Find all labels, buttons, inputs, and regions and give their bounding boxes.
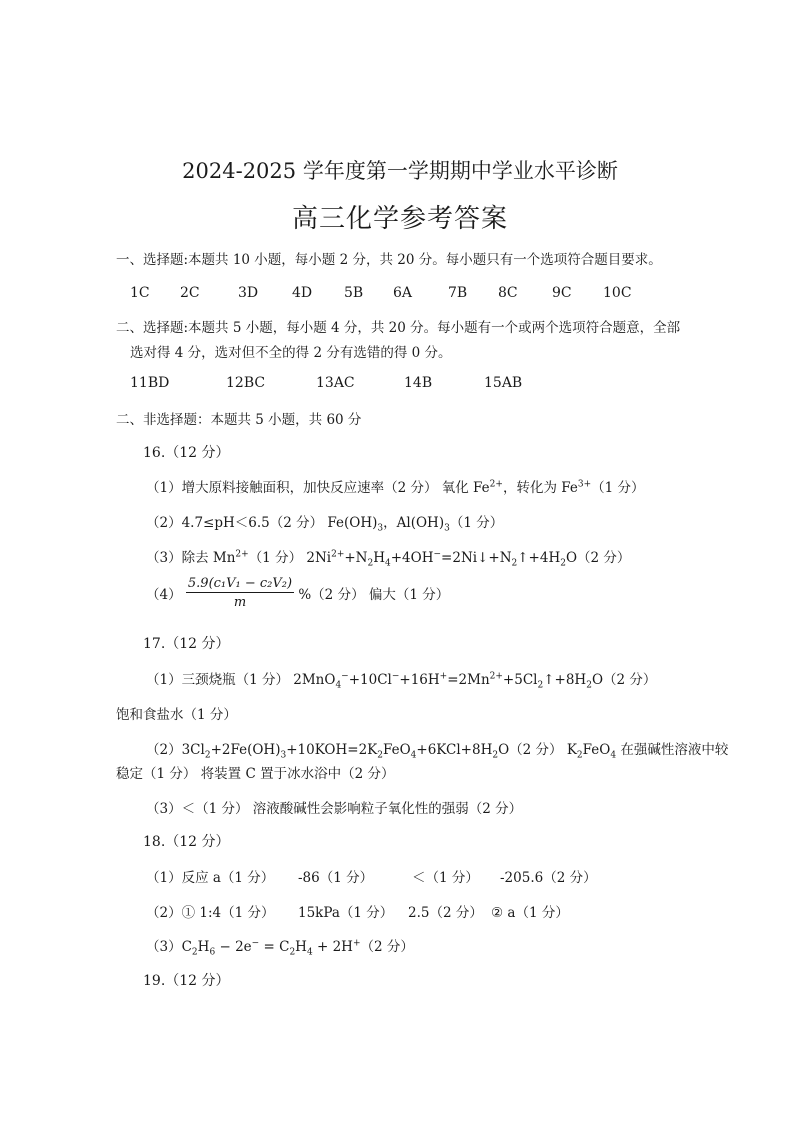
document-subtitle: 高三化学参考答案 bbox=[291, 204, 508, 234]
q17-part1-cont: 饱和食盐水（1 分） bbox=[116, 707, 237, 723]
mcq-answer: 4D bbox=[292, 285, 313, 301]
mcq-answer: 8C bbox=[498, 285, 518, 301]
q18-part1-d: -205.6（2 分） bbox=[500, 870, 597, 886]
q18-part2-c: 2.5（2 分） bbox=[408, 905, 483, 921]
section1-heading: 一、选择题:本题共 10 小题，每小题 2 分，共 20 分。每小题只有一个选项符合题目要求。 bbox=[116, 252, 662, 268]
mcq-answer: 1C bbox=[130, 285, 150, 301]
mcq-answer: 3D bbox=[238, 285, 259, 301]
q17-part2: $(2)3Cl_2+2Fe(OH)_3+10KOH=2K_2FeO_4+6KCl+8H_2O(2$ 分） $K_2FeO_4$ 在强碱性溶液中较 bbox=[146, 742, 729, 761]
mcq-answer: 2C bbox=[180, 285, 200, 301]
q16-part2: （2）4.7≤pH＜6.5（2 分） $Fe(OH)_3$，$Al(OH)_3(1$ 分） bbox=[146, 515, 504, 534]
section3-heading: 二、非选择题：本题共 5 小题，共 60 分 bbox=[116, 412, 362, 428]
question-label: 16.（12 分） bbox=[143, 445, 230, 461]
mcq-answer: 13AC bbox=[316, 375, 355, 391]
mcq-answer: 11BD bbox=[130, 375, 170, 391]
mcq-answer: 7B bbox=[448, 285, 468, 301]
section2-heading: 二、选择题:本题共 5 小题，每小题 4 分，共 20 分。每小题有一个或两个选项符合题意，全部 bbox=[116, 320, 681, 336]
q18-part1-c: ＜（1 分） bbox=[412, 870, 479, 886]
q16-part4: （4） $\frac{\text{5.9(c₁V₁ − c₂V₂)}}{m}$ %（2 分） 偏大（1 分） bbox=[146, 576, 450, 610]
question-label: 18.（12 分） bbox=[143, 834, 230, 850]
q17-part2-cont: 稳定（1 分） 将装置 C 置于冰水浴中（2 分） bbox=[116, 766, 395, 782]
section2-heading-cont: 选对得 4 分，选对但不全的得 2 分有选错的得 0 分。 bbox=[130, 345, 452, 361]
q18-part2-d: ② a（1 分） bbox=[491, 905, 569, 921]
q17-part3: （3）＜（1 分） 溶液酸碱性会影响粒子氧化性的强弱（2 分） bbox=[146, 801, 523, 817]
mcq-answer: 14B bbox=[404, 375, 433, 391]
q18-part1-b: -86（1 分） bbox=[298, 870, 374, 886]
q17-part1: （1）三颈烧瓶（1 分） $2MnO_4^-+10Cl^-+16H^+=2Mn^{2+}+5Cl_2↑+8H_2O(2$ 分） bbox=[146, 671, 657, 691]
question-label: 19.（12 分） bbox=[143, 973, 230, 989]
q16-part1: （1）增大原料接触面积，加快反应速率（2 分） 氧化 $Fe^{2+}$，转化为 $Fe^{3+}(1$ 分） bbox=[146, 479, 645, 496]
q16-part3: （3）除去 $Mn^{2+}(1$ 分） $2Ni^{2+}+N_2H_4+4OH^-=2Ni↓+N_2↑+4H_2O(2$ 分） bbox=[146, 549, 631, 569]
mcq-answer: 5B bbox=[344, 285, 364, 301]
mcq-answer: 15AB bbox=[484, 375, 523, 391]
mcq-answer: 6A bbox=[393, 285, 413, 301]
mcq-answer: 9C bbox=[552, 285, 572, 301]
mcq-answer: 12BC bbox=[226, 375, 266, 391]
mcq-answer: 10C bbox=[603, 285, 632, 301]
q18-part2-a: （2）① 1:4（1 分） bbox=[146, 905, 275, 921]
q18-part1-a: （1）反应 a（1 分） bbox=[146, 870, 275, 886]
q18-part2-b: 15kPa（1 分） bbox=[298, 905, 394, 921]
question-label: 17.（12 分） bbox=[143, 636, 230, 652]
fraction: $\frac{\text{5.9(c₁V₁ − c₂V₂)}}{m}$ bbox=[187, 576, 293, 610]
q18-part3: $(3)C_2H_6 - 2e^- = C_2H_4 + 2H^+(2$ 分） bbox=[146, 938, 414, 958]
document-title: 2024-2025 学年度第一学期期中学业水平诊断 bbox=[182, 159, 618, 183]
